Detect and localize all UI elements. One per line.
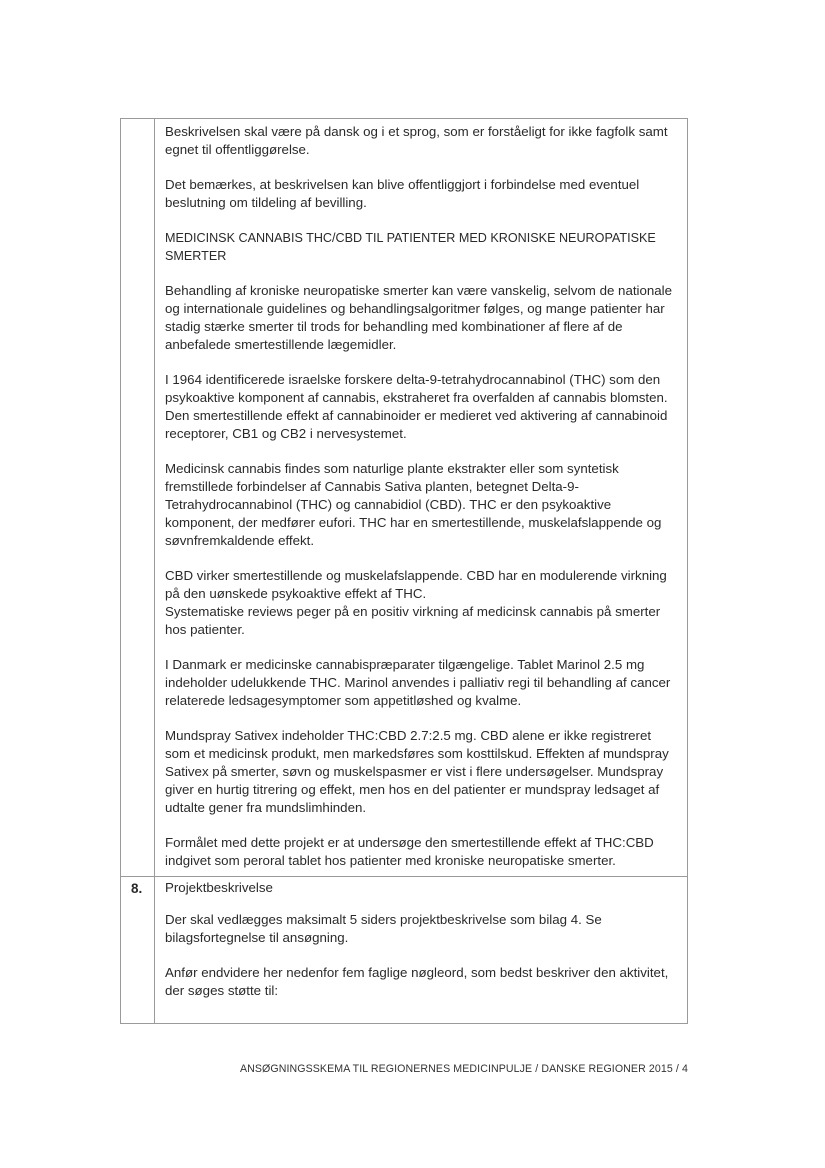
paragraph-denmark: I Danmark er medicinske cannabispræparater tilgængelige. Tablet Marinol 2.5 mg indeholder udelukkende THC. Marinol anvendes i palliativ regi til behandling af cancer relaterede ledsagesymptomer som appetitløshed og kvalme. [165, 657, 671, 708]
instruction-publication: Det bemærkes, at beskrivelsen kan blive offentliggjort i forbindelse med eventuel beslutning om tildeling af bevilling. [165, 177, 640, 210]
section-7-row [121, 119, 688, 877]
section-8-attachment-instruction: Der skal vedlægges maksimalt 5 siders projektbeskrivelse som bilag 4. Se bilagsfortegnelse til ansøgning. [165, 912, 602, 945]
section-8-number: 8. [121, 877, 155, 1024]
section-8-title: Projektbeskrivelse [165, 880, 273, 895]
section-8-content [155, 877, 688, 1024]
paragraph-thc-history: I 1964 identificerede israelske forskere delta-9-tetrahydrocannabinol (THC) som den psykoaktive komponent af cannabis, ekstraheret fra overfalden af cannabis blomsten. Den smertestillende effekt af cannabinoider er medieret ved aktivering af cannabinoid receptorer, CB1 og CB2 i nervesystemet. [165, 372, 668, 441]
paragraph-treatment: Behandling af kroniske neuropatiske smerter kan være vanskelig, selvom de nationale og internationale guidelines og behandlingsalgoritmer følges, og mange patienter har stadig stærke smerter til trods for behandling med kombinationer af flere af de anbefalede smertestillende lægemidler. [165, 283, 673, 352]
section-8-keywords-instruction: Anfør endvidere her nedenfor fem faglige nøgleord, som bedst beskriver den aktivitet, der søges støtte til: [165, 965, 669, 998]
section-7-number-cell [121, 119, 155, 877]
project-title: MEDICINSK CANNABIS THC/CBD TIL PATIENTER MED KRONISKE NEUROPATISKE SMERTER [165, 231, 656, 263]
page-footer: ANSØGNINGSSKEMA TIL REGIONERNES MEDICINPULJE / DANSKE REGIONER 2015 / 4 [239, 1063, 688, 1075]
paragraph-sativex: Mundspray Sativex indeholder THC:CBD 2.7:2.5 mg. CBD alene er ikke registreret som et medicinsk produkt, men markedsføres som kosttilskud. Effekten af mundspray Sativex på smerter, søvn og muskelspasmer er vist i flere undersøgelser. Mundspray giver en hurtig titrering og effekt, men hos en del patienter er mundspray ledsaget af udtalte gener fra mundslimhinden. [165, 728, 669, 815]
section-8-row [121, 877, 688, 1024]
section-7-content [155, 119, 688, 877]
instruction-language: Beskrivelsen skal være på dansk og i et sprog, som er forståeligt for ikke fagfolk samt egnet til offentliggørelse. [165, 124, 668, 157]
paragraph-purpose: Formålet med dette projekt er at undersøge den smertestillende effekt af THC:CBD indgivet som peroral tablet hos patienter med kroniske neuropatiske smerter. [165, 835, 654, 868]
application-form-table [120, 118, 688, 1024]
paragraph-medical-cannabis: Medicinsk cannabis findes som naturlige plante ekstrakter eller som syntetisk fremstillede forbindelser af Cannabis Sativa planten, betegnet Delta-9-Tetrahydrocannabinol (THC) og cannabidiol (CBD). THC er den psykoaktive komponent, der medfører eufori. THC har en smertestillende, muskelafslappende og søvnfremkaldende effekt. [165, 461, 662, 548]
paragraph-cbd: CBD virker smertestillende og muskelafslappende. CBD har en modulerende virkning på den uønskede psykoaktive effekt af THC. [165, 568, 667, 601]
paragraph-systematic-reviews: Systematiske reviews peger på en positiv virkning af medicinsk cannabis på smerter hos patienter. [165, 604, 661, 637]
